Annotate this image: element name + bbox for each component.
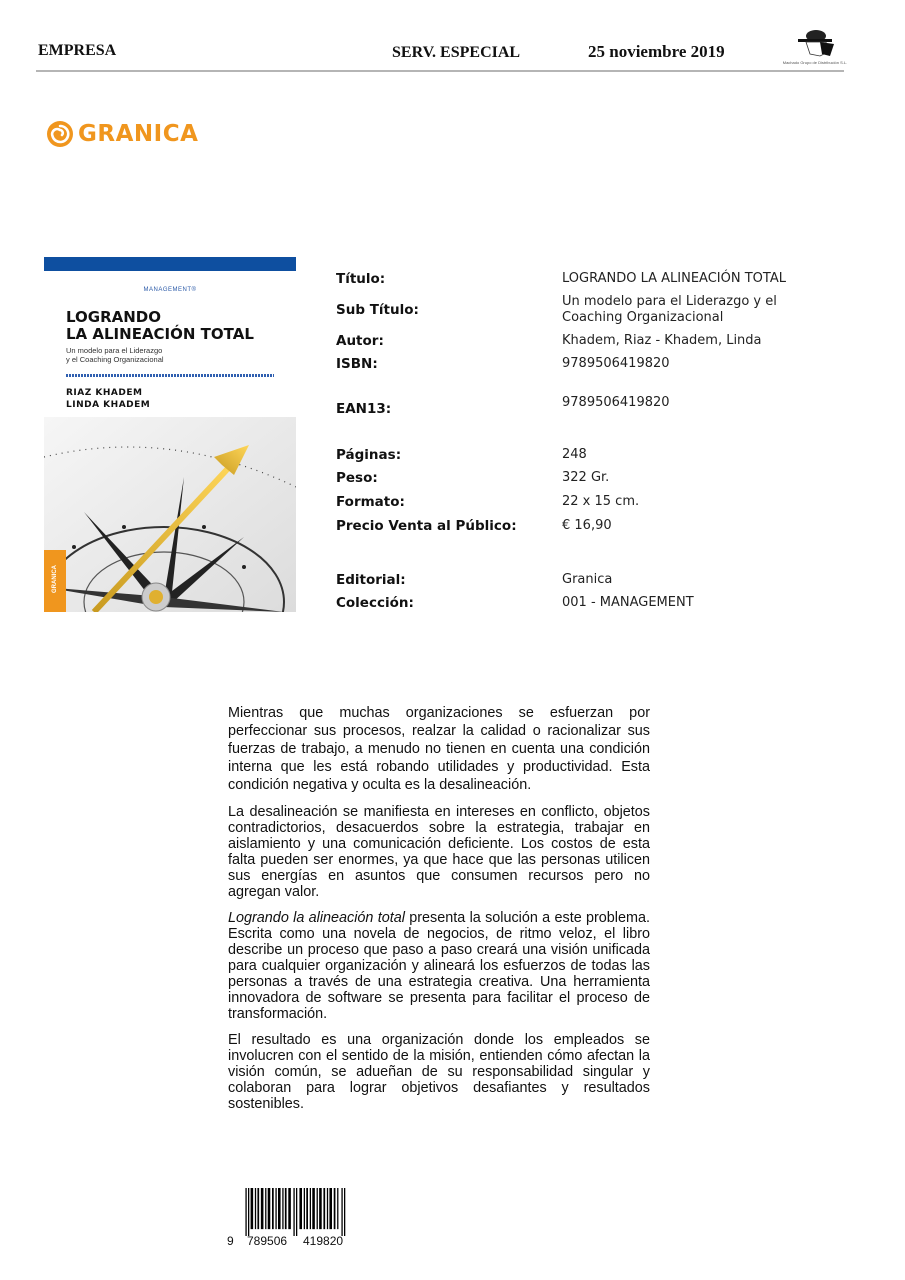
detail-label: Título: bbox=[336, 271, 386, 287]
detail-value: € 16,90 bbox=[562, 518, 612, 533]
detail-value: 001 - MANAGEMENT bbox=[562, 595, 694, 610]
cover-subtitle-line2: y el Coaching Organizacional bbox=[66, 355, 164, 364]
cover-authors bbox=[66, 387, 150, 411]
book-cover bbox=[44, 257, 296, 612]
description-book-title: Lograndо la alineación total bbox=[228, 910, 405, 926]
description-paragraph-3-text: presenta la solución a este problema. Escrita como una novela de negocios, de ritmo veloz, el libro describe un proceso que paso a paso creará una visión unificada para cualquier organización y alineará los esfuerzos de todas las personas a través de una estrategia creativa. Una herramienta innovadora de software se presenta para facilitar el proceso de transformación. bbox=[228, 910, 650, 1022]
barcode-digits bbox=[227, 1234, 357, 1248]
publisher-name: GRANICA bbox=[78, 121, 199, 147]
header-divider bbox=[36, 70, 844, 72]
cover-title-line1: LOGRANDO bbox=[66, 308, 162, 326]
detail-value: 248 bbox=[562, 447, 587, 462]
detail-value: LOGRANDO LA ALINEACIÓN TOTAL bbox=[562, 271, 786, 286]
cover-divider bbox=[66, 374, 274, 377]
detail-value: Khadem, Riaz - Khadem, Linda bbox=[562, 333, 762, 348]
cover-subtitle-line1: Un modelo para el Liderazgo bbox=[66, 346, 163, 355]
cover-author2: LINDA KHADEM bbox=[66, 400, 151, 410]
barcode-bars bbox=[237, 1188, 355, 1236]
cover-author1: RIAZ KHADEM bbox=[66, 388, 143, 398]
distributor-logo bbox=[780, 24, 850, 70]
spiral-icon bbox=[46, 120, 74, 148]
detail-label: Sub Título: bbox=[336, 302, 419, 318]
description-paragraph-3 bbox=[228, 910, 650, 1022]
detail-value: Granica bbox=[562, 572, 613, 587]
header-service: SERV. ESPECIAL bbox=[392, 44, 521, 61]
ean-barcode bbox=[227, 1188, 355, 1248]
detail-value: 22 x 15 cm. bbox=[562, 494, 640, 509]
detail-label: Autor: bbox=[336, 333, 384, 349]
cover-spine-label: GRANICA bbox=[52, 565, 58, 593]
cover-title-line2: LA ALINEACIÓN TOTAL bbox=[66, 325, 254, 343]
barcode-digit-first: 9 bbox=[227, 1234, 234, 1248]
hat-man-icon bbox=[780, 24, 850, 60]
cover-collection-mark: MANAGEMENT® bbox=[143, 287, 197, 293]
compass-image bbox=[44, 417, 296, 612]
barcode-group2: 419820 bbox=[303, 1234, 344, 1248]
header-company: EMPRESA bbox=[38, 42, 117, 59]
description-paragraph-4: El resultado es una organización donde los empleados se involucren con el sentido de la misión, entienden cómo afectan la visión común, se adueñan de su responsabilidad singular y colaboran para lograr objetivos desafiantes y resultados sostenibles. bbox=[228, 1032, 650, 1112]
barcode-group1: 789506 bbox=[247, 1234, 288, 1248]
detail-label: EAN13: bbox=[336, 401, 392, 417]
description-paragraph-1: Mientras que muchas organizaciones se esfuerzan por perfeccionar sus procesos, realzar la calidad o racionalizar sus fuerzas de trabajo, a menudo no tienen en cuenta una condición interna que les está robando utilidades y productividad. Esta condición negativa y oculta es la desalineación. bbox=[228, 705, 650, 793]
detail-value: 9789506419820 bbox=[562, 395, 670, 410]
description-paragraph-2: La desalineación se manifiesta en intereses en conflicto, objetos contradictorios, desacuerdos sobre la estrategia, trabajar en aislamiento y una comunicación deficiente. Los costos de esta falta pueden ser enormes, ya que hace que las personas utilicen sus energías en asuntos que consumen recursos pero no agregan valor. bbox=[228, 804, 650, 900]
cover-band bbox=[44, 257, 296, 271]
detail-label: ISBN: bbox=[336, 356, 378, 372]
detail-value: 322 Gr. bbox=[562, 470, 610, 485]
detail-label: Precio Venta al Público: bbox=[336, 518, 517, 534]
header-date: 25 noviembre 2019 bbox=[588, 42, 725, 61]
detail-label: Formato: bbox=[336, 494, 405, 510]
detail-label: Peso: bbox=[336, 470, 378, 486]
publisher-logo bbox=[46, 119, 198, 149]
cover-spine-tab bbox=[44, 550, 66, 612]
cover-title bbox=[66, 309, 254, 343]
detail-value: Un modelo para el Liderazgo y el Coaching Organizacional bbox=[562, 294, 777, 325]
detail-label: Editorial: bbox=[336, 572, 406, 588]
detail-label: Colección: bbox=[336, 595, 414, 611]
distributor-caption: Machado Grupo de Distribución S.L. bbox=[782, 60, 848, 65]
detail-label: Páginas: bbox=[336, 447, 402, 463]
cover-subtitle bbox=[66, 346, 164, 364]
detail-value: 9789506419820 bbox=[562, 356, 670, 371]
book-description bbox=[228, 704, 650, 1122]
